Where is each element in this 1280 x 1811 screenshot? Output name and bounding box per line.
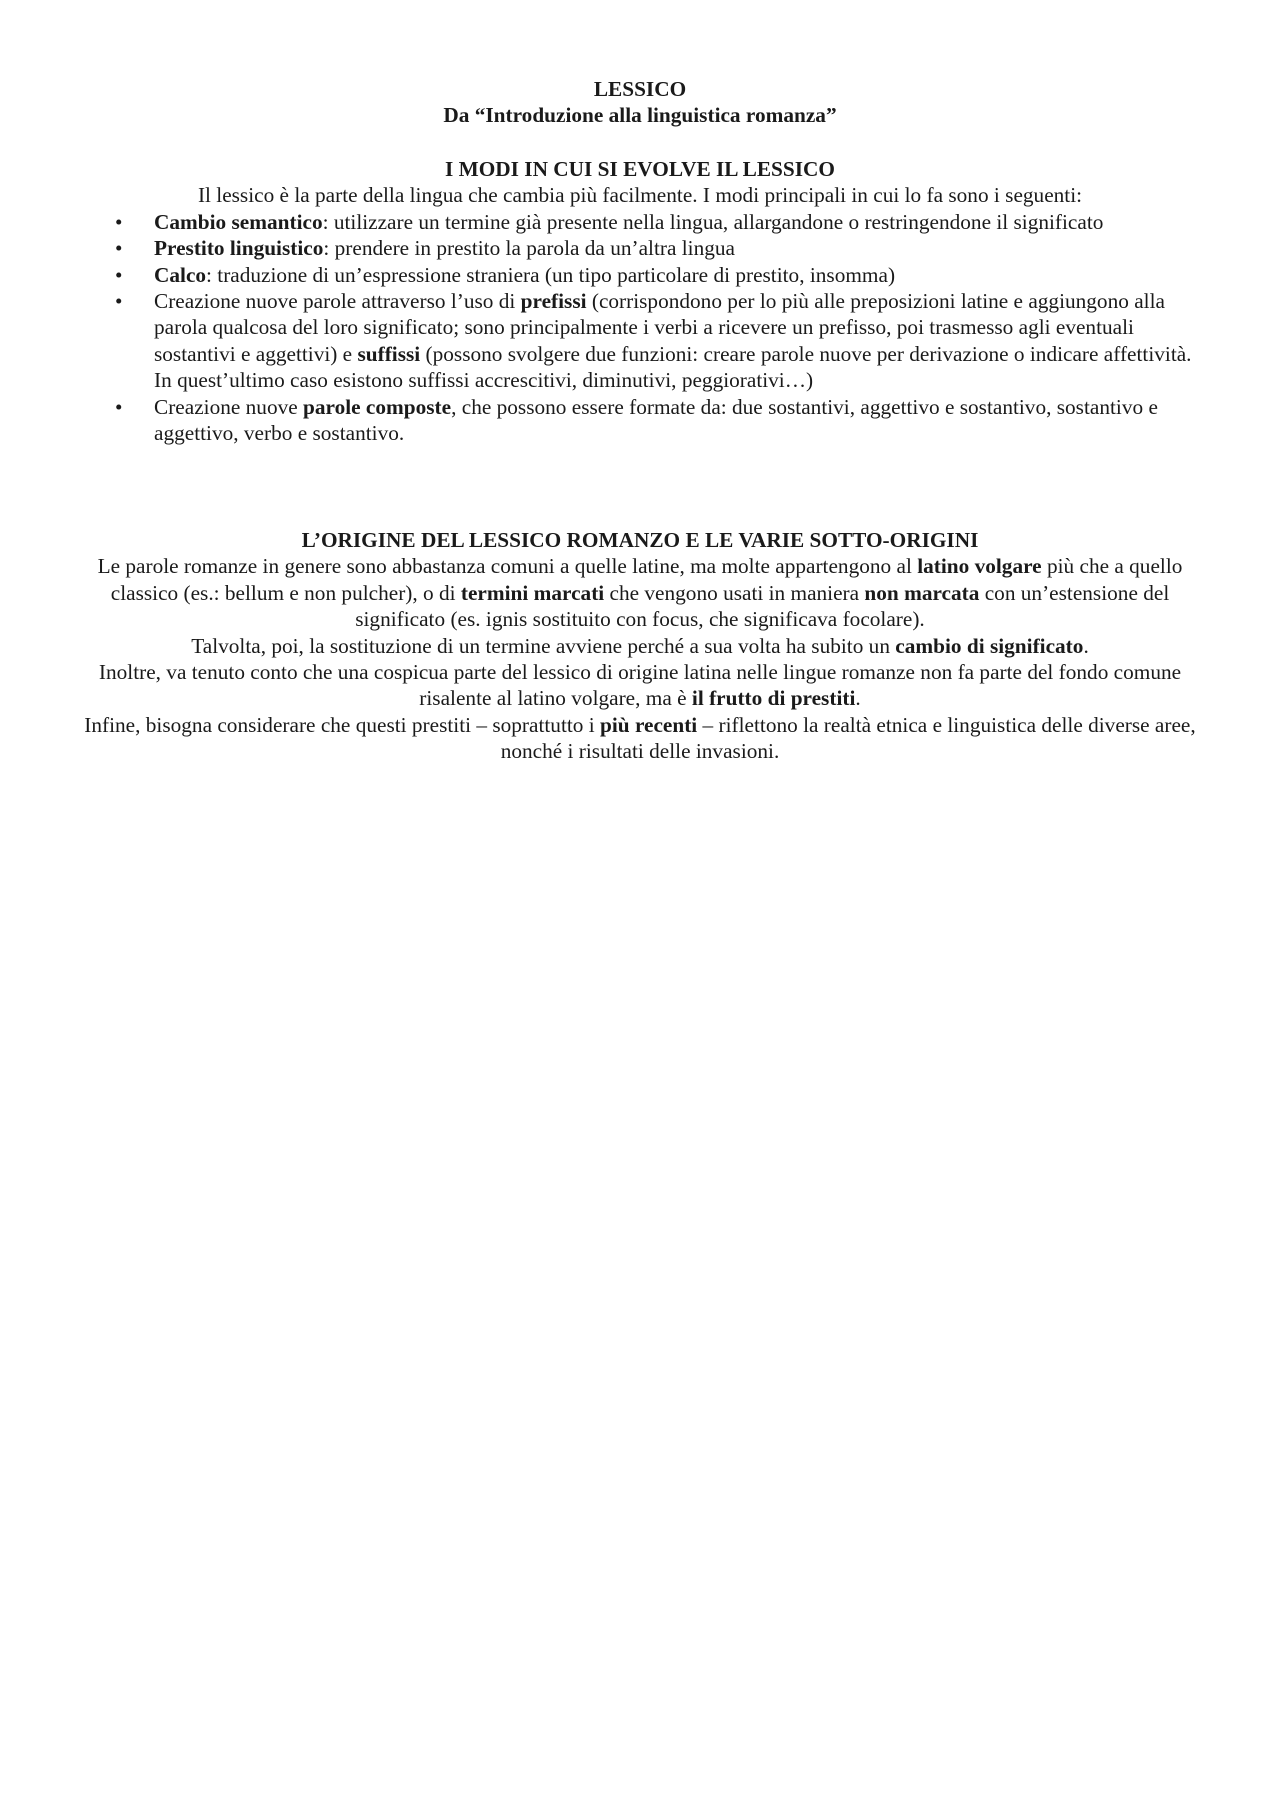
list-item-text: Creazione nuove xyxy=(154,394,304,419)
bullet-icon: • xyxy=(115,394,123,419)
paragraph-emphasis: latino volgare xyxy=(917,554,1042,579)
list-item-text: (corrispondono per lo più alle preposizioni latine e aggiungono alla parola qualcosa del loro significato; sono principalmente i verbi a ricevere un prefisso, poi trasmesso agli eventuali sostantivi e aggettivi) e xyxy=(154,289,1165,366)
paragraph-text: Talvolta, poi, la sostituzione di un termine avviene perché a sua volta ha subito un xyxy=(191,633,896,658)
paragraph-emphasis: più recenti xyxy=(600,712,698,737)
paragraph-text: che vengono usati in maniera xyxy=(604,580,865,605)
document-subtitle: Da “Introduzione alla linguistica romanza” xyxy=(443,103,837,128)
list-item-text: , che possono essere formate da: due sostantivi, aggettivo e sostantivo, sostantivo e aggettivo, verbo e sostantivo. xyxy=(154,394,1158,446)
paragraph-text: . xyxy=(855,686,861,711)
paragraph-text: Le parole romanze in genere sono abbastanza comuni a quelle latine, ma molte appartengono al xyxy=(97,554,918,579)
paragraph-text: – riflettono la realtà etnica e linguistica delle diverse aree, nonché i risultati delle invasioni. xyxy=(500,712,1196,764)
paragraph-emphasis: non marcata xyxy=(864,580,980,605)
paragraph xyxy=(68,659,1212,712)
list-item-term: parole composte xyxy=(303,394,452,419)
section-intro: Il lessico è la parte della lingua che cambia più facilmente. I modi principali in cui lo fa sono i seguenti: xyxy=(197,183,1083,208)
bullet-icon: • xyxy=(115,289,123,314)
paragraph-text: Inoltre, va tenuto conto che una cospicua parte del lessico di origine latina nelle lingue romanze non fa parte del fondo comune risalente al latino volgare, ma è xyxy=(98,660,1182,711)
list-item xyxy=(68,235,1212,261)
list-item-text: : traduzione di un’espressione straniera (un tipo particolare di prestito, insomma) xyxy=(206,262,896,287)
list-item-text: : prendere in prestito la parola da un’altra lingua xyxy=(323,236,735,261)
paragraph-text: . xyxy=(1083,633,1089,658)
list-item xyxy=(68,262,1212,288)
paragraph-emphasis: cambio di significato xyxy=(895,633,1084,658)
paragraph xyxy=(68,633,1212,659)
paragraph-emphasis: termini marcati xyxy=(460,580,605,605)
list-item-term: suffissi xyxy=(357,341,421,366)
bullet-icon: • xyxy=(115,209,123,234)
paragraph-text: con un’estensione del significato (es. ignis sostituito con focus, che significava focolare). xyxy=(355,580,1170,632)
document-header xyxy=(68,76,1212,129)
paragraph-text: Infine, bisogna considerare che questi prestiti – soprattutto i xyxy=(84,712,601,737)
section-heading: L’ORIGINE DEL LESSICO ROMANZO E LE VARIE SOTTO-ORIGINI xyxy=(301,528,979,552)
bullet-list xyxy=(68,209,1212,447)
section-modi-evoluzione xyxy=(68,156,1212,446)
paragraph xyxy=(68,712,1212,765)
list-item xyxy=(68,209,1212,235)
section-origine-lessico xyxy=(68,527,1212,765)
document-title: LESSICO xyxy=(593,77,687,101)
paragraph-emphasis: il frutto di prestiti xyxy=(691,686,856,711)
paragraph xyxy=(68,553,1212,632)
list-item-term: Prestito linguistico xyxy=(154,236,324,261)
section-heading: I MODI IN CUI SI EVOLVE IL LESSICO xyxy=(445,157,835,181)
list-item-text: Creazione nuove parole attraverso l’uso di xyxy=(154,289,521,314)
bullet-icon: • xyxy=(115,262,123,287)
list-item-text: : utilizzare un termine già presente nella lingua, allargandone o restringendone il significato xyxy=(322,209,1104,234)
bullet-icon: • xyxy=(115,236,123,261)
list-item-term: prefissi xyxy=(520,289,587,314)
paragraph-text: più che a quello classico (es.: bellum e non pulcher), o di xyxy=(110,554,1183,605)
list-item-term: Calco xyxy=(154,262,207,287)
list-item-text: (possono svolgere due funzioni: creare parole nuove per derivazione o indicare affettività. In quest’ultimo caso esistono suffissi accrescitivi, diminutivi, peggiorativi…) xyxy=(154,341,1192,393)
list-item xyxy=(68,288,1212,394)
list-item xyxy=(68,394,1212,447)
list-item-term: Cambio semantico xyxy=(154,209,323,234)
